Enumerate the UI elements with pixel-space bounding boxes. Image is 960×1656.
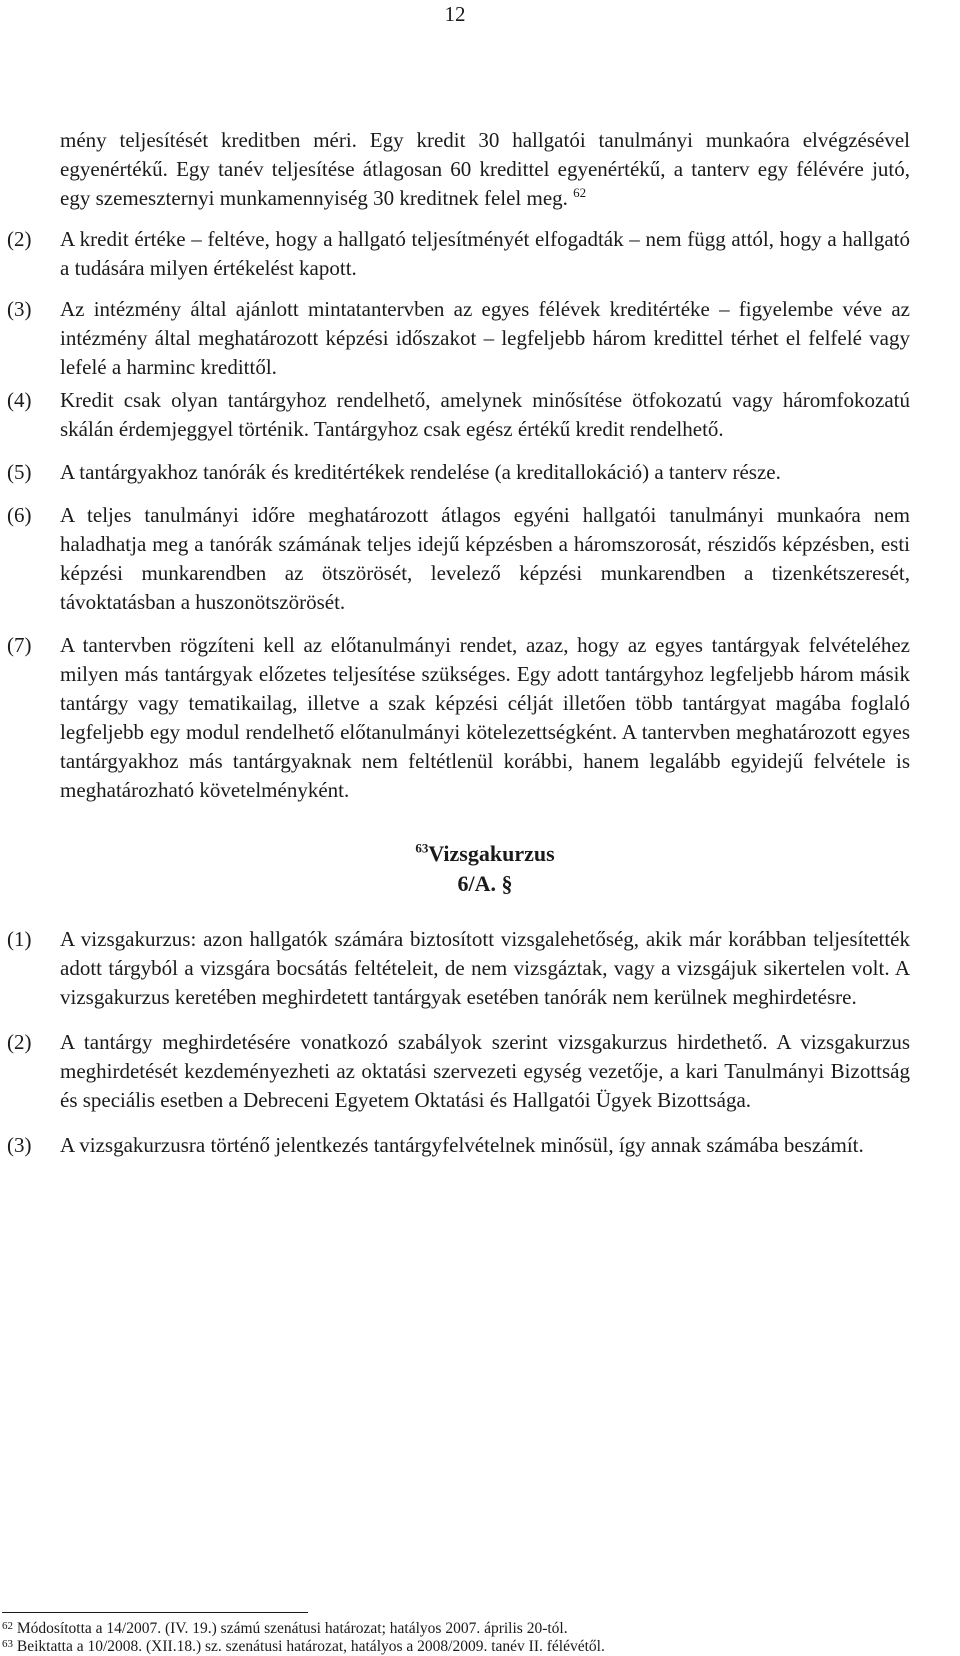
paragraph-text: A vizsgakurzus: azon hallgatók számára biztosított vizsgalehetőség, akik már korábban teljesítették adott tárgyból a vizsgára bocsátás feltételeit, de nem vizsgáztak, vagy a vizsgájuk sikertelen volt. A vizsgakurzus keretében meghirdetett tantárgyak esetében tanórák nem kerülnek meghirdetésre. — [60, 927, 910, 1009]
footnote-ref-62: 62 — [573, 185, 587, 200]
paragraph-text: A tantárgyakhoz tanórák és kreditértékek rendelése (a kreditallokáció) a tanterv része. — [60, 460, 781, 484]
document-body — [7, 126, 910, 1160]
page-number: 12 — [444, 2, 466, 26]
paragraph-text: A kredit értéke – feltéve, hogy a hallgató teljesítményét elfogadták – nem függ attól, hogy a hallgató a tudására milyen értékelést kapott. — [60, 227, 910, 280]
paragraph-text: A tantervben rögzíteni kell az előtanulmányi rendet, azaz, hogy az egyes tantárgyak felvételéhez milyen más tantárgyak előzetes teljesítése szükséges. Egy adott tantárgyhoz legfeljebb három másik tantárgy vagy tematikailag, illetve a szak képzési célját illetően több tantárgyat magába foglaló legfeljebb egy modul rendelhető előtanulmányi kötelezettségként. A tantervben meghatározott egyes tantárgyakhoz más tantárgyaknak nem feltétlenül korábbi, hanem legalább egyidejű felvétele is meghatározható követelményként. — [60, 633, 910, 802]
paragraph-2 — [7, 225, 910, 283]
footnotes — [2, 1620, 902, 1656]
continuation-text: mény teljesítését kreditben méri. Egy kredit 30 hallgatói tanulmányi munkaóra elvégzésével egyenértékű. Egy tanév teljesítése átlagosan 60 kredittel egyenértékű, a tanterv egy félévére jutó, egy szemeszternyi munkamennyiség 30 kreditnek felel meg. — [60, 128, 910, 210]
paragraph-number: (7) — [7, 633, 32, 657]
paragraph-number: (3) — [7, 1133, 32, 1157]
paragraph-text: Kredit csak olyan tantárgyhoz rendelhető, amelynek minősítése ötfokozatú vagy háromfokozatú skálán érdemjeggyel történik. Tantárgyhoz csak egész értékű kredit rendelhető. — [60, 388, 910, 441]
paragraph-4 — [7, 386, 910, 444]
section-number: 6/A. § — [457, 871, 513, 896]
paragraph-number: (6) — [7, 503, 32, 527]
paragraph-number: (2) — [7, 1030, 32, 1054]
vizsgakurzus-paragraph-1 — [7, 925, 910, 1012]
paragraph-text: Az intézmény által ajánlott mintatantervben az egyes félévek kreditértéke – figyelembe véve az intézmény által meghatározott képzési időszakot – legfeljebb három kredittel térhet el felfelé vagy lefelé a harminc kredittől. — [60, 297, 910, 379]
vizsgakurzus-paragraph-3 — [7, 1131, 910, 1160]
vizsgakurzus-paragraph-2 — [7, 1028, 910, 1115]
section-heading — [60, 839, 910, 899]
footnote-number: 63 — [2, 1638, 13, 1650]
continuation-paragraph — [60, 126, 910, 213]
footnote-62 — [2, 1620, 902, 1638]
paragraph-5 — [7, 458, 910, 487]
footnote-text: Módosította a 14/2007. (IV. 19.) számú szenátusi határozat; hatályos 2007. április 20-tól. — [16, 1620, 568, 1637]
footnote-divider — [2, 1612, 308, 1613]
footnote-text: Beiktatta a 10/2008. (XII.18.) sz. szenátusi határozat, hatályos a 2008/2009. tanév II. félévétől. — [16, 1638, 605, 1655]
paragraph-text: A teljes tanulmányi időre meghatározott átlagos egyéni hallgatói tanulmányi munkaóra nem haladhatja meg a tanórák számának teljes idejű képzésben a háromszorosát, részidős képzésben, esti képzési munkarendben az ötszörösét, levelező képzési munkarendben a tizenkétszeresét, távoktatásban a huszonötszörösét. — [60, 503, 910, 614]
footnote-number: 62 — [2, 1620, 13, 1632]
paragraph-number: (1) — [7, 927, 32, 951]
footnote-ref-63: 63 — [415, 840, 429, 856]
paragraph-7 — [7, 631, 910, 805]
paragraph-number: (4) — [7, 388, 32, 412]
paragraph-6 — [7, 501, 910, 617]
paragraph-number: (2) — [7, 227, 32, 251]
paragraph-number: (3) — [7, 297, 32, 321]
footnote-63 — [2, 1638, 902, 1656]
paragraph-3 — [7, 295, 910, 382]
paragraph-text: A tantárgy meghirdetésére vonatkozó szabályok szerint vizsgakurzus hirdethető. A vizsgakurzus meghirdetését kezdeményezheti az oktatási szervezeti egység vezetője, a kari Tanulmányi Bizottság és speciális esetben a Debreceni Egyetem Oktatási és Hallgatói Ügyek Bizottsága. — [60, 1030, 910, 1112]
paragraph-text: A vizsgakurzusra történő jelentkezés tantárgyfelvételnek minősül, így annak számába beszámít. — [60, 1133, 864, 1157]
section-title: $^{63}$Vizsgakurzus — [415, 840, 555, 866]
paragraph-number: (5) — [7, 460, 32, 484]
